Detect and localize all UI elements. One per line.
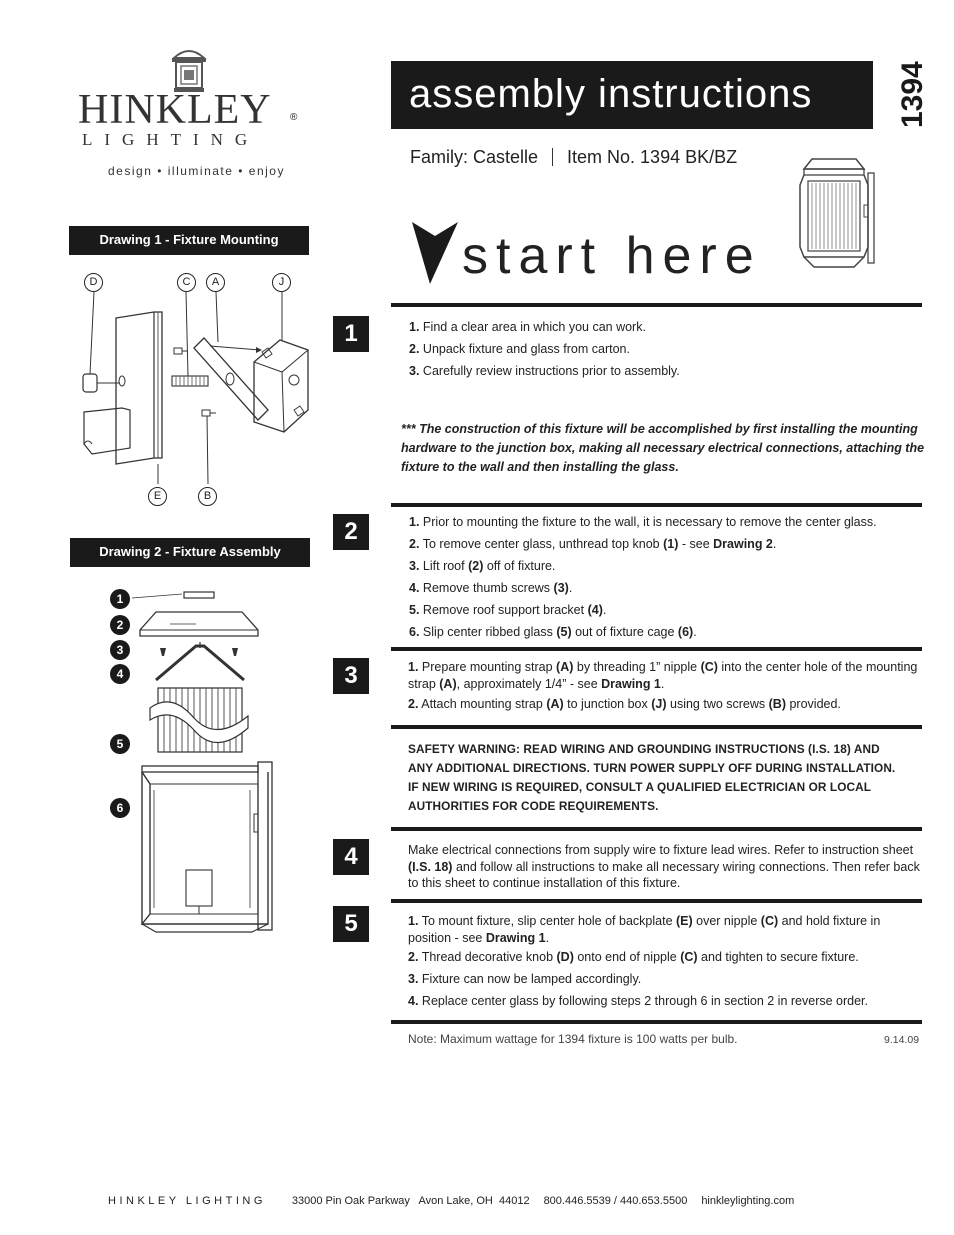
section-3-step-1: 1. Prepare mounting strap (A) by threading 1” nipple (C) into the center hole of the mounting strap (A), approximately 1/4” - see Drawing 1. (408, 660, 918, 691)
registered-mark: ® (290, 112, 298, 123)
section-1-rule (391, 303, 922, 307)
section-2-number: 2 (333, 514, 369, 550)
wattage-note: Note: Maximum wattage for 1394 fixture is 100 watts per bulb. (408, 1032, 738, 1046)
step-item: 2. Unpack fixture and glass from carton. (409, 342, 630, 356)
drawing-1-label: Drawing 1 - Fixture Mounting (69, 226, 309, 255)
safety-warning: SAFETY WARNING: READ WIRING AND GROUNDING INSTRUCTIONS (I.S. 18) AND ANY ADDITIONAL DIRECTIONS. TURN POWER SUPPLY OFF DURING INSTALLATION. IF NEW WIRING IS REQUIRED, CONSULT A QUALIFIED ELECTRICIAN OR LOCAL AUTHORITIES FOR CODE REQUIREMENTS. (408, 742, 896, 813)
footer-brand: HINKLEY LIGHTING (108, 1195, 266, 1207)
step-item: 4. Replace center glass by following steps 2 through 6 in section 2 in reverse order. (408, 994, 869, 1008)
step-item: 3. Fixture can now be lamped accordingly. (408, 972, 642, 986)
callout-e: E (148, 487, 167, 506)
section-5-steps (408, 946, 922, 1012)
step-item: 2. Thread decorative knob (D) onto end of nipple (C) and tighten to secure fixture. (408, 950, 859, 964)
callout-6: 6 (110, 798, 130, 818)
brand-name: HINKLEY (78, 87, 272, 133)
footer-address: 33000 Pin Oak Parkway Avon Lake, OH 44012 (291, 1195, 530, 1207)
drawing-1-mounting-diagram (70, 268, 320, 508)
brand-tagline: design • illuminate • enjoy (108, 164, 285, 178)
brand-logo (78, 44, 308, 184)
step-item: 3. Lift roof (2) off of fixture. (409, 559, 556, 573)
callout-d: D (84, 273, 103, 292)
section-1-steps (409, 316, 921, 382)
start-arrow-icon (412, 222, 458, 284)
drawing-2-label: Drawing 2 - Fixture Assembly (70, 538, 310, 567)
page-title: assembly instructions (391, 61, 873, 129)
section-4-text: Make electrical connections from supply wire to fixture lead wires. Refer to instruction sheet (I.S. 18) and follow all instructions to make all necessary wiring connections. Then refer back to this sheet to continue installation of this fixture. (408, 843, 920, 890)
section-1-number: 1 (333, 316, 369, 352)
callout-5: 5 (110, 734, 130, 754)
notes-rule (391, 1020, 922, 1024)
callout-4: 4 (110, 664, 130, 684)
footer-website: hinkleylighting.com (701, 1195, 795, 1207)
callout-c: C (177, 273, 196, 292)
callout-j: J (272, 273, 291, 292)
step-item: 5. Remove roof support bracket (4). (409, 603, 607, 617)
revision-date: 9.14.09 (884, 1034, 920, 1046)
section-5-step-1: 1. To mount fixture, slip center hole of backplate (E) over nipple (C) and hold fixture in position - see Drawing 1. (408, 914, 881, 945)
step-item: 2. To remove center glass, unthread top knob (1) - see Drawing 2. (409, 537, 777, 551)
warning-rule (391, 725, 922, 729)
step-item: 1. Find a clear area in which you can work. (409, 320, 646, 334)
item-number: Item No. 1394 BK/BZ (567, 147, 738, 167)
brand-sub: LIGHTING (82, 130, 260, 149)
section-2-rule (391, 503, 922, 507)
fixture-thumbnail-icon (798, 155, 878, 273)
section-3-rule (391, 647, 922, 651)
construction-note: *** The construction of this fixture will be accomplished by first installing the mounting hardware to the junction box, making all necessary electrical connections, attaching the fixture to the wall and then installing the glass. (401, 422, 925, 474)
callout-2: 2 (110, 615, 130, 635)
callout-1: 1 (110, 589, 130, 609)
family-label: Family: Castelle (410, 147, 539, 167)
family-line (410, 147, 737, 168)
step-item: 3. Carefully review instructions prior to assembly. (409, 364, 680, 378)
section-2-steps (409, 511, 921, 643)
section-3-step-2: 2. Attach mounting strap (A) to junction box (J) using two screws (B) provided. (408, 697, 841, 711)
section-4-number: 4 (333, 839, 369, 875)
section-5-number: 5 (333, 906, 369, 942)
callout-b: B (198, 487, 217, 506)
footer-phone: 800.446.5539 / 440.653.5500 (543, 1195, 688, 1207)
start-here-heading: start here (462, 227, 762, 285)
section-5-rule (391, 899, 922, 903)
drawing-2-assembly-diagram (120, 584, 280, 934)
callout-a: A (206, 273, 225, 292)
step-item: 4. Remove thumb screws (3). (409, 581, 573, 595)
family-divider (552, 148, 553, 166)
step-item: 1. Prior to mounting the fixture to the wall, it is necessary to remove the center glass. (409, 515, 877, 529)
step-item: 6. Slip center ribbed glass (5) out of fixture cage (6). (409, 625, 697, 639)
callout-3: 3 (110, 640, 130, 660)
section-4-rule (391, 827, 922, 831)
model-number: 1394 (896, 61, 929, 128)
section-3-number: 3 (333, 658, 369, 694)
page-footer (108, 1195, 808, 1207)
